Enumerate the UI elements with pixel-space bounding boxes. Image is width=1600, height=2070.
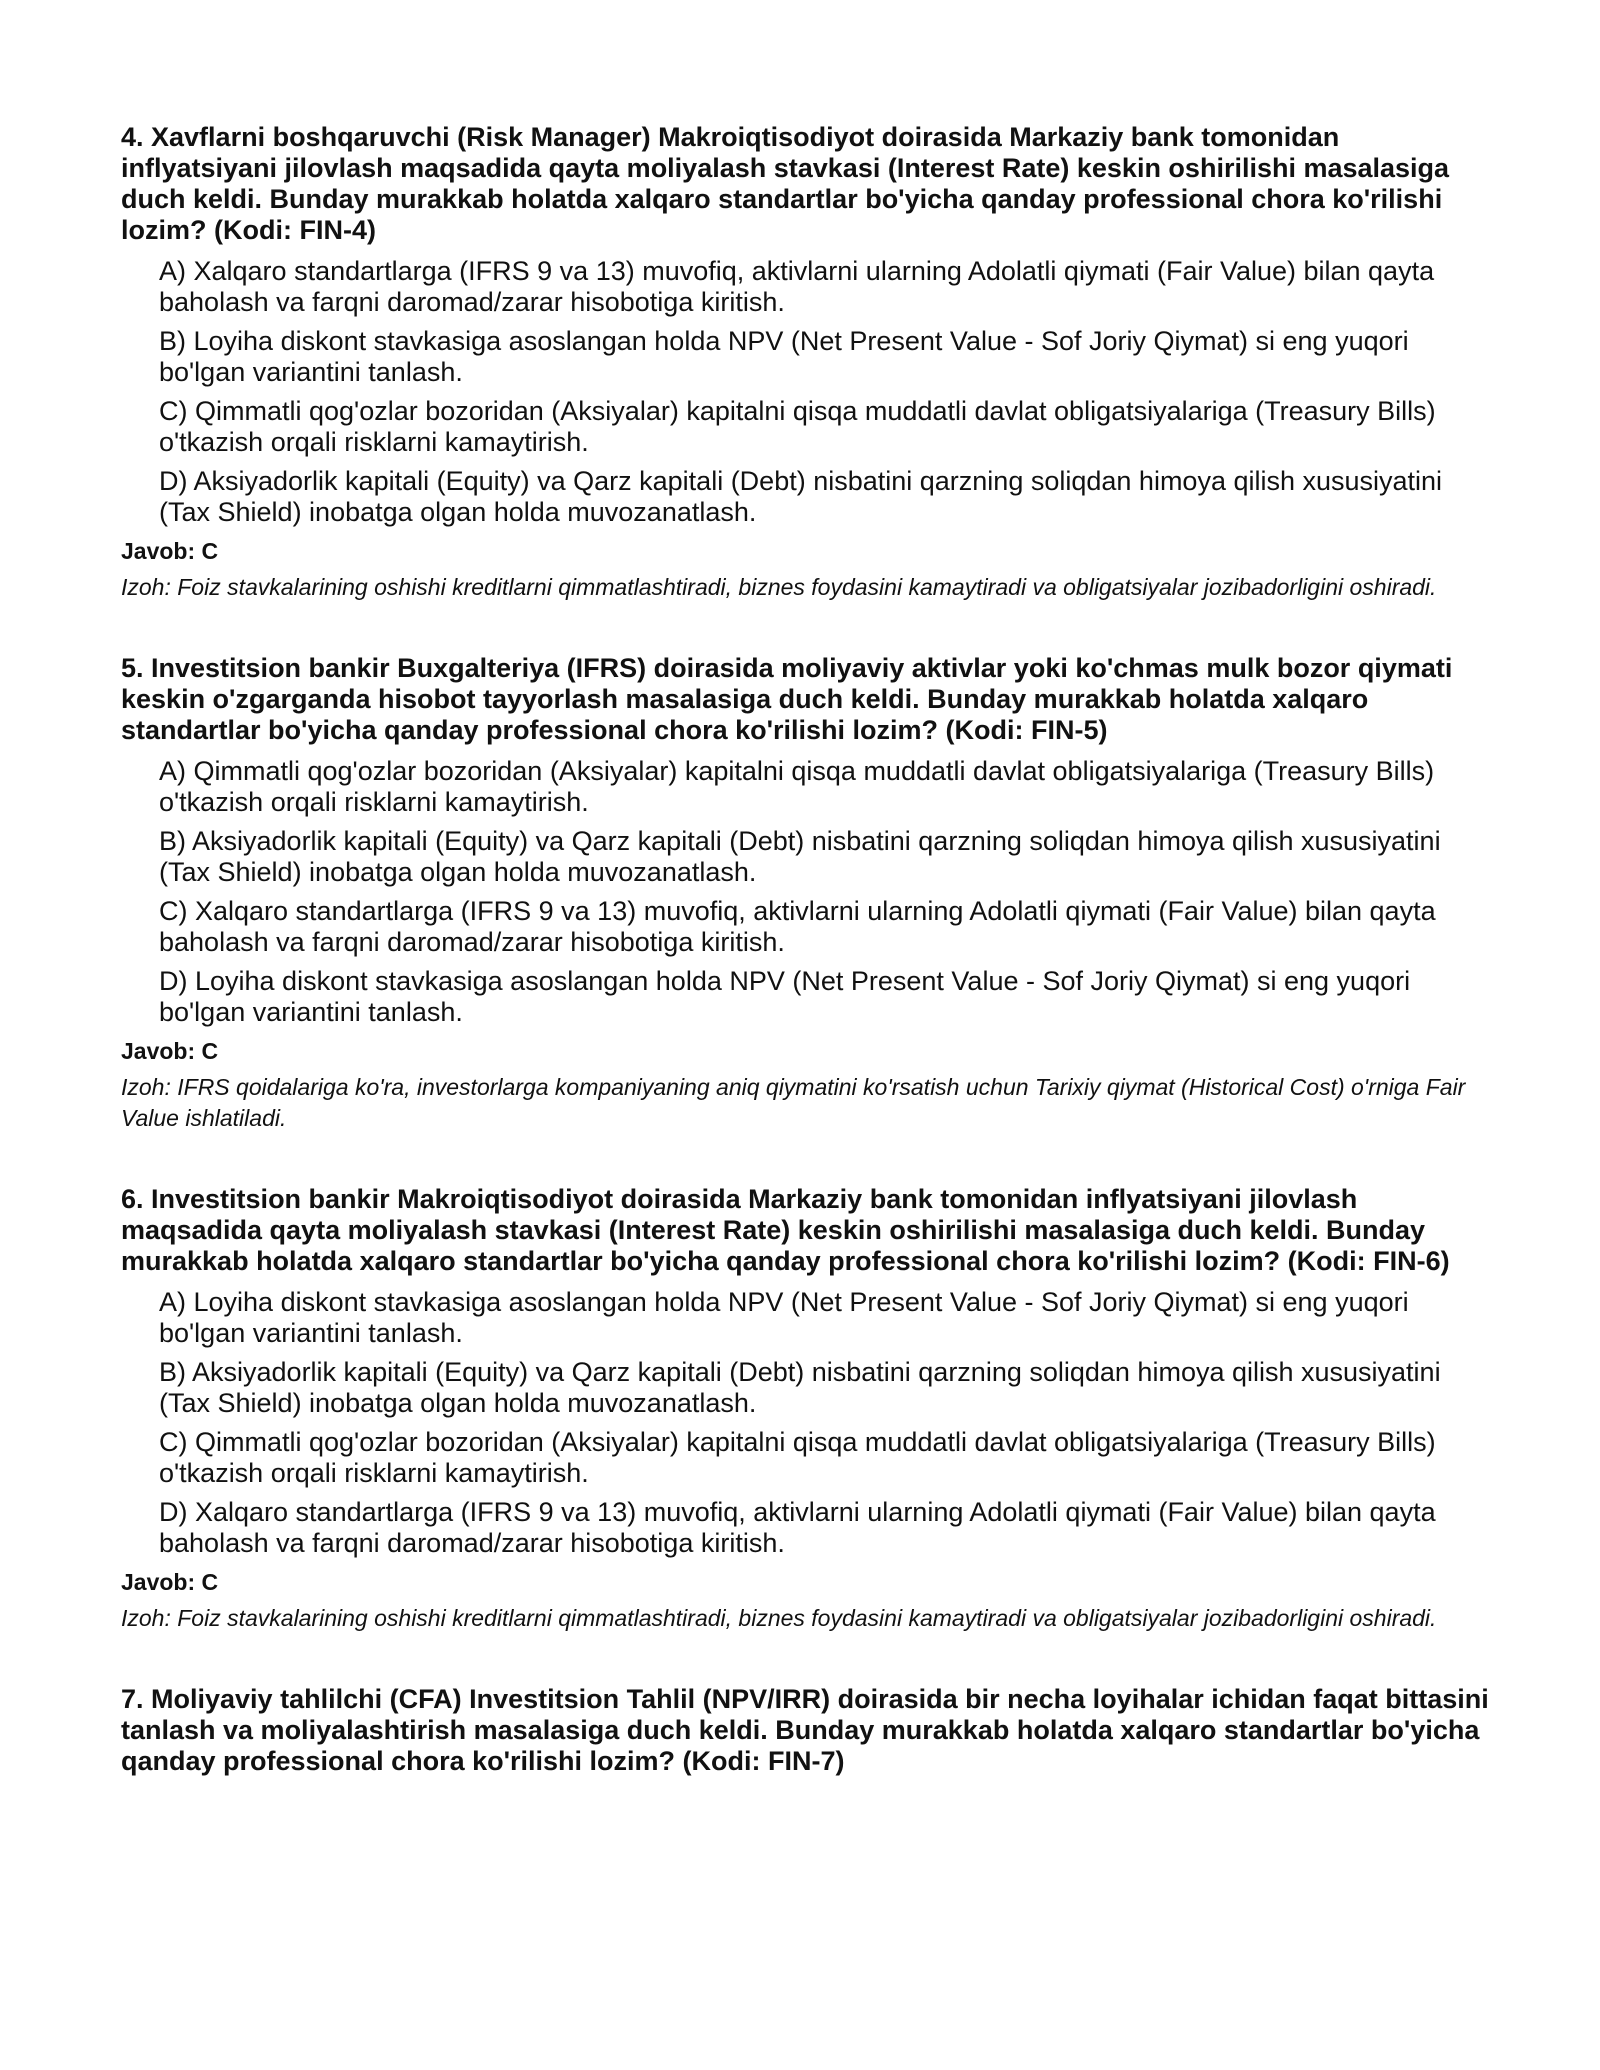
question-block: [121, 1684, 1491, 1777]
option-b: B) Aksiyadorlik kapitali (Equity) va Qarz kapitali (Debt) nisbatini qarzning soliqdan himoya qilish xususiyatini (Tax Shield) inobatga olgan holda muvozanatlash.: [159, 826, 1441, 887]
option-a: A) Loyiha diskont stavkasiga asoslangan holda NPV (Net Present Value - Sof Joriy Qiymat) si eng yuqori bo'lgan variantini tanlash.: [159, 1287, 1409, 1348]
question-block: [121, 1184, 1491, 1634]
question-block: [121, 122, 1491, 603]
explanation-note: Izoh: Foiz stavkalarining oshishi kreditlarni qimmatlashtiradi, biznes foydasini kamaytiradi va obligatsiyalar jozibadorligini oshiradi.: [121, 1605, 1437, 1631]
question-text: 7. Moliyaviy tahlilchi (CFA) Investitsion Tahlil (NPV/IRR) doirasida bir necha loyihalar ichidan faqat bittasini tanlash va moliyalashtirish masalasiga duch keldi. Bunday murakkab holatda xalqaro standartlar bo'yicha qanday professional chora ko'rilishi lozim? (Kodi: FIN-7): [121, 1684, 1489, 1776]
option-d: D) Aksiyadorlik kapitali (Equity) va Qarz kapitali (Debt) nisbatini qarzning soliqdan himoya qilish xususiyatini (Tax Shield) inobatga olgan holda muvozanatlash.: [159, 466, 1443, 527]
option-list: [159, 1287, 1491, 1559]
option-b: B) Loyiha diskont stavkasiga asoslangan holda NPV (Net Present Value - Sof Joriy Qiymat) si eng yuqori bo'lgan variantini tanlash.: [159, 326, 1409, 387]
question-text: 6. Investitsion bankir Makroiqtisodiyot doirasida Markaziy bank tomonidan inflyatsiyani jilovlash maqsadida qayta moliyalash stavkasi (Interest Rate) keskin oshirilishi masalasiga duch keldi. Bunday murakkab holatda xalqaro standartlar bo'yicha qanday professional chora ko'rilishi lozim? (Kodi: FIN-6): [121, 1184, 1450, 1276]
option-a: A) Xalqaro standartlarga (IFRS 9 va 13) muvofiq, aktivlarni ularning Adolatli qiymati (Fair Value) bilan qayta baholash va farqni daromad/zarar hisobotiga kiritish.: [159, 256, 1435, 317]
option-c: C) Xalqaro standartlarga (IFRS 9 va 13) muvofiq, aktivlarni ularning Adolatli qiymati (Fair Value) bilan qayta baholash va farqni daromad/zarar hisobotiga kiritish.: [159, 896, 1436, 957]
question-block: [121, 653, 1491, 1134]
explanation-note: Izoh: Foiz stavkalarining oshishi kreditlarni qimmatlashtiradi, biznes foydasini kamaytiradi va obligatsiyalar jozibadorligini oshiradi.: [121, 574, 1437, 600]
option-b: B) Aksiyadorlik kapitali (Equity) va Qarz kapitali (Debt) nisbatini qarzning soliqdan himoya qilish xususiyatini (Tax Shield) inobatga olgan holda muvozanatlash.: [159, 1357, 1441, 1418]
answer-text: Javob: C: [121, 1569, 219, 1595]
option-d: D) Xalqaro standartlarga (IFRS 9 va 13) muvofiq, aktivlarni ularning Adolatli qiymati (Fair Value) bilan qayta baholash va farqni daromad/zarar hisobotiga kiritish.: [159, 1497, 1436, 1558]
question-text: 5. Investitsion bankir Buxgalteriya (IFRS) doirasida moliyaviy aktivlar yoki ko'chmas mulk bozor qiymati keskin o'zgarganda hisobot tayyorlash masalasiga duch keldi. Bunday murakkab holatda xalqaro standartlar bo'yicha qanday professional chora ko'rilishi lozim? (Kodi: FIN-5): [121, 653, 1453, 745]
answer-text: Javob: C: [121, 538, 219, 564]
answer-text: Javob: C: [121, 1038, 219, 1064]
option-list: [159, 756, 1491, 1028]
question-text: 4. Xavflarni boshqaruvchi (Risk Manager) Makroiqtisodiyot doirasida Markaziy bank tomonidan inflyatsiyani jilovlash maqsadida qayta moliyalash stavkasi (Interest Rate) keskin oshirilishi masalasiga duch keldi. Bunday murakkab holatda xalqaro standartlar bo'yicha qanday professional chora ko'rilishi lozim? (Kodi: FIN-4): [121, 122, 1450, 245]
explanation-note: Izoh: IFRS qoidalariga ko'ra, investorlarga kompaniyaning aniq qiymatini ko'rsatish uchun Tarixiy qiymat (Historical Cost) o'rniga Fair Value ishlatiladi.: [121, 1074, 1466, 1131]
option-a: A) Qimmatli qog'ozlar bozoridan (Aksiyalar) kapitalni qisqa muddatli davlat obligatsiyalariga (Treasury Bills) o'tkazish orqali risklarni kamaytirish.: [159, 756, 1435, 817]
option-list: [159, 256, 1491, 528]
option-c: C) Qimmatli qog'ozlar bozoridan (Aksiyalar) kapitalni qisqa muddatli davlat obligatsiyalariga (Treasury Bills) o'tkazish orqali risklarni kamaytirish.: [159, 396, 1436, 457]
document-page: [121, 122, 1491, 1827]
option-c: C) Qimmatli qog'ozlar bozoridan (Aksiyalar) kapitalni qisqa muddatli davlat obligatsiyalariga (Treasury Bills) o'tkazish orqali risklarni kamaytirish.: [159, 1427, 1436, 1488]
option-d: D) Loyiha diskont stavkasiga asoslangan holda NPV (Net Present Value - Sof Joriy Qiymat) si eng yuqori bo'lgan variantini tanlash.: [159, 966, 1411, 1027]
